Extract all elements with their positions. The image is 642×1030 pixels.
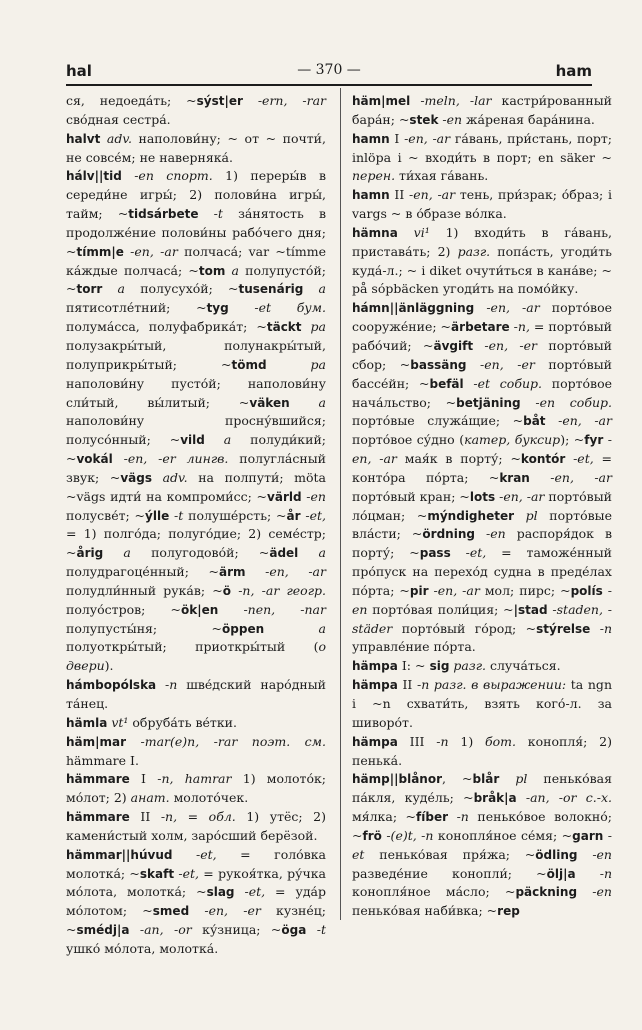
grammar-note: анат. (126, 790, 170, 806)
headword: ärm (219, 565, 246, 580)
grammar-note: -et, (234, 884, 266, 900)
headword: vild (180, 433, 205, 448)
dictionary-entry (352, 299, 612, 657)
headword: hámbopólska (66, 678, 157, 693)
headword: kontór (520, 452, 566, 467)
definition-text: наполови́ну; ~ от ~ почти́, не совсе́м; не наверняка́. (66, 130, 326, 165)
headword: årig (76, 546, 104, 561)
grammar-note: -n разг. в выражении: (412, 677, 567, 693)
definition-text: пенько́вая пря́жа; ~ (364, 846, 536, 862)
column-divider (340, 88, 341, 920)
grammar-note: -mar(e)n, -rar поэт. см. (126, 733, 326, 749)
grammar-note: -staden, -städer (352, 601, 612, 636)
headword: pir (409, 583, 429, 598)
headword: värld (267, 489, 302, 504)
definition-text: порто́вое су́дно ( (352, 432, 465, 448)
headword: mýndigheter (427, 508, 514, 523)
headword: ök|en (181, 602, 219, 617)
definition-text: порто́вые служа́щие; ~ (352, 413, 524, 429)
headword: hämmare (66, 810, 130, 825)
grammar-note: -en, -ar (428, 582, 480, 598)
definition-text: порто́вое сооруже́ние; ~ (352, 300, 612, 335)
grammar-note: -en, -ar (123, 243, 178, 259)
grammar-note: -en (352, 582, 613, 617)
grammar-note: -n (424, 733, 449, 749)
definition-text: конопля́ное се́мя; ~ (433, 827, 573, 843)
definition-text: полузакры́тый, полунакры́тый, полуприкры́тый; ~ (66, 337, 326, 372)
headword: stýrelse (536, 621, 591, 636)
page-header (66, 62, 592, 82)
headword: ävgift (433, 338, 474, 353)
grammar-note: разг. (449, 658, 486, 674)
headword: ýlle (145, 508, 170, 523)
grammar-note: -n (575, 865, 612, 881)
headword: hálv||tid (66, 169, 122, 184)
grammar-note: pa (301, 319, 326, 335)
definition-text: 1) утёс; 2) камени́стый холм, заро́сший берёзой. (66, 809, 326, 843)
headword: lots (469, 489, 496, 504)
grammar-note: -n, (509, 319, 530, 335)
grammar-note: -et, (300, 507, 326, 523)
headword: år (286, 508, 301, 523)
dictionary-entry (66, 846, 326, 959)
headword: ördning (422, 527, 475, 542)
definition-text: полуо́стров; ~ (66, 601, 181, 617)
grammar-note: -et (352, 827, 612, 862)
definition-text: полудрагоце́нный; ~ (66, 564, 220, 580)
definition-text: за́нятость в продолже́ние полови́ны рабо́чего дня; ~ (66, 206, 326, 259)
definition-text: полупусто́й; ~ (66, 262, 326, 297)
headword: stek (409, 112, 439, 127)
definition-text: ). (104, 658, 114, 674)
definition-text: на полпути́; möta ~vägs идти́ на компроми́сс; ~ (66, 469, 327, 504)
headword: smed (152, 904, 190, 919)
grammar-note: -et, (172, 846, 217, 862)
definition-text: I: ~ (397, 658, 426, 674)
dictionary-entry (66, 167, 326, 676)
definition-text: ти́хая га́вань. (395, 168, 489, 184)
headword: öppen (222, 621, 265, 636)
headword: vokál (76, 452, 113, 467)
grammar-note: a (102, 281, 125, 297)
definition-text: II (129, 809, 151, 825)
grammar-note: -en, -ar (352, 432, 613, 467)
grammar-note: -en (577, 846, 612, 862)
headword: slag (206, 885, 235, 900)
definition-text: hämmare I. (66, 752, 139, 768)
definition-text: 1) молото́к; мо́лот; 2) (66, 771, 326, 806)
definition-text: I (129, 771, 146, 787)
definition-text: полчаса́; var ~tímme ка́ждые полчаса́; ~ (66, 243, 326, 278)
definition-text: наполови́ну пусто́й; наполови́ну сли́тый, вы́литый; ~ (66, 375, 326, 410)
grammar-note: a (225, 262, 239, 278)
grammar-note: -et, (174, 865, 199, 881)
dictionary-entry (66, 733, 326, 771)
grammar-note: -en, -ar (245, 564, 326, 580)
definition-text: ся, недоеда́ть; ~ (66, 93, 197, 108)
headword: skaft (139, 866, 175, 881)
headword: tom (198, 263, 226, 278)
definition-text: полупусты́ня; ~ (66, 620, 223, 636)
grammar-note: -n, hamrar (146, 771, 232, 787)
definition-text: ку́зница; ~ (191, 922, 282, 938)
definition-text: кузне́ц; ~ (66, 903, 326, 938)
definition-text: полусухо́й; ~ (124, 281, 239, 297)
dictionary-entry (352, 770, 612, 921)
headword: hämpa (352, 678, 398, 693)
headword: ärbetare (451, 320, 510, 335)
definition-text: молото́чек. (169, 790, 249, 806)
grammar-note: a (204, 432, 232, 448)
grammar-note: -t (169, 507, 184, 523)
grammar-note: -et собир. (463, 375, 542, 391)
definition-text: порто́вые вла́сти; ~ (352, 507, 612, 542)
definition-text: наполови́ну просну́вшийся; полусо́нный; ~ (66, 413, 326, 448)
grammar-note: a (303, 281, 326, 297)
grammar-note: -en, -er лингв. (112, 451, 229, 467)
grammar-note: -en, -ar (529, 469, 612, 485)
definition-text: га́вань, при́стань, порт; inlöpa i ~ входи́ть в порт; en säker ~ (352, 130, 613, 165)
headword: ädel (269, 546, 299, 561)
dictionary-entry (66, 770, 326, 808)
left-column (66, 92, 326, 959)
grammar-note: a (103, 545, 131, 561)
headword: fíber (416, 810, 449, 825)
headword: torr (76, 282, 103, 297)
definition-text: кастри́рованный бара́н; ~ (352, 93, 612, 127)
definition-text: полума́сса, полуфабрика́т; ~ (66, 319, 267, 335)
grammar-note: -en (438, 111, 463, 127)
definition-text: ta ngn i ~n схвати́ть, взять кого́-л. за шиворо́т. (352, 677, 612, 730)
headword: befäl (429, 376, 464, 391)
definition-text: порто́вая поли́ция; ~ (367, 601, 514, 617)
headword: frö (362, 828, 382, 843)
grammar-note: pl (514, 507, 538, 523)
grammar-note: -en (577, 884, 612, 900)
definition-text: тень, при́зрак; о́браз; i vargs ~ в о́бразе во́лка. (352, 187, 612, 222)
grammar-note: -en, -er (466, 356, 535, 372)
definition-text: ); ~ (560, 432, 585, 448)
definition-text: = таможе́нный про́пуск на перехо́д судна в преде́лах по́рта; ~ (352, 545, 612, 598)
definition-text: пенько́вое волокно́; ~ (352, 809, 612, 843)
headword: garn (572, 828, 604, 843)
headword: kran (499, 470, 530, 485)
definition-text: II (397, 677, 413, 693)
definition-text: пятисотле́тний; ~ (66, 300, 207, 316)
definition-text: случа́ться. (486, 658, 561, 674)
grammar-note: -n (448, 809, 469, 825)
definition-text: сво́дная сестра́. (66, 111, 171, 127)
headword: tömd (231, 357, 267, 372)
definition-text: 1) входи́ть в га́вань, пристава́ть; 2) (352, 224, 612, 259)
dictionary-entry (352, 92, 612, 130)
dictionary-entry (352, 733, 612, 771)
grammar-note: -en (301, 488, 326, 504)
definition-text: полусве́т; ~ (66, 507, 146, 523)
definition-text: = 1) полго́да; полуго́дие; 2) семе́стр; ~ (66, 526, 326, 561)
definition-text: = голо́вка молотка́; ~ (66, 846, 327, 881)
headword: sýst|er (196, 94, 243, 108)
definition-text: I (389, 130, 400, 146)
grammar-note: -meln, -lar (410, 93, 492, 108)
grammar-note: -en (474, 526, 506, 542)
headword: tyg (206, 301, 229, 316)
page-number: — 370 — (297, 62, 361, 78)
definition-text: конопля́; 2) пенька́. (352, 733, 613, 768)
headword: häm|mar (66, 734, 127, 749)
dictionary-entry (352, 676, 612, 733)
definition-text: II (389, 187, 405, 203)
definition-text: порто́вый го́род; ~ (392, 620, 537, 636)
dictionary-entry (352, 130, 612, 187)
grammar-note: -n (156, 677, 178, 693)
dictionary-entry (352, 657, 612, 676)
definition-text: полугодово́й; ~ (130, 545, 270, 561)
grammar-note: -en, -ar (545, 413, 612, 429)
headword: hamn (352, 188, 390, 203)
headword: blår (472, 772, 500, 787)
definition-text: полуоткры́тый; приоткры́тый ( (66, 639, 319, 655)
grammar-note: о двери (66, 639, 326, 674)
grammar-note: -n (590, 620, 612, 636)
grammar-note: -t (306, 922, 326, 938)
headword: hämpa (352, 734, 398, 749)
headword: |stad (513, 602, 548, 617)
grammar-note: pa (266, 356, 326, 372)
headword: ödling (535, 847, 578, 862)
dictionary-entry (352, 224, 612, 299)
headword: hamn (352, 131, 390, 146)
headword: öga (281, 923, 307, 938)
headword: hámn||änläggning (352, 301, 475, 316)
definition-text: III (397, 733, 425, 749)
definition-text: = порто́вый рабо́чий; ~ (352, 319, 612, 353)
definition-text: мол; пирс; ~ (479, 582, 571, 598)
definition-text: порто́вый сбор; ~ (352, 337, 613, 372)
headword: halvt (66, 131, 101, 146)
headword: ölj|a (546, 866, 576, 881)
definition-text: попа́сть, угоди́ть куда́-л.; ~ i diket очути́ться в кана́ве; ~ på sópbäcken угоди́ть на помо́йку. (352, 243, 612, 297)
grammar-note: a (298, 545, 326, 561)
headword: tímm|e (76, 244, 124, 259)
header-rule (66, 84, 592, 86)
right-guide-word: ham (555, 62, 592, 80)
grammar-note: -en, -ar (495, 488, 545, 504)
grammar-note: -an, -or с.-х. (516, 790, 612, 806)
definition-text: конопля́ное ма́сло; ~ (352, 884, 516, 900)
headword: smédj|a (76, 923, 130, 938)
definition-text: порто́вый бассе́йн; ~ (352, 356, 613, 391)
grammar-note: перен. (352, 168, 396, 184)
grammar-note: -ern, -rar (242, 93, 326, 108)
definition-text: полуди́кий; ~ (66, 432, 326, 467)
definition-text: обруба́ть ве́тки. (128, 714, 237, 730)
grammar-note: разг. (450, 243, 491, 259)
headword: bråk|a (473, 791, 517, 806)
definition-text: жа́реная бара́нина. (462, 111, 595, 127)
definition-text: порто́вый кран; ~ (352, 488, 470, 504)
grammar-note: -en, -ar (404, 187, 456, 203)
headword: täckt (266, 320, 302, 335)
headword: hämmare (66, 772, 130, 787)
headword: tidsárbete (128, 207, 199, 222)
headword: hämmar||húvud (66, 847, 173, 862)
grammar-note: a (289, 394, 326, 410)
grammar-note: -t (198, 206, 223, 222)
definition-text: полудли́нный рука́в; ~ (66, 582, 223, 598)
grammar-note: -en, -er (473, 337, 538, 353)
headword: hämna (352, 225, 398, 240)
grammar-note: катер, буксир (464, 432, 561, 448)
headword: ö (222, 583, 232, 598)
headword: fyr (584, 433, 604, 448)
dictionary-entry (66, 676, 326, 714)
headword: rep (497, 904, 520, 919)
dictionary-entry (66, 130, 326, 168)
headword: häm|mel (352, 94, 411, 108)
grammar-note: -et бум. (228, 300, 327, 316)
definition-text: распоря́док в порту́; ~ (352, 526, 613, 561)
headword: betjäning (456, 395, 521, 410)
definition-text: порто́вый ло́цман; ~ (352, 488, 612, 523)
grammar-note: бот. (473, 733, 516, 749)
grammar-note: -en, -ar (399, 130, 451, 146)
definition-text: управле́ние по́рта. (352, 639, 476, 655)
grammar-note: -et, (565, 451, 594, 467)
grammar-note: -nen, -nar (218, 601, 326, 617)
grammar-note: -en собир. (520, 394, 612, 410)
grammar-note: -n, = обл. (150, 809, 236, 825)
definition-text: полуше́рсть; ~ (183, 507, 287, 523)
headword: tusenárig (238, 282, 304, 297)
definition-text: полугла́сный звук; ~ (66, 451, 326, 485)
left-guide-word: hal (66, 62, 92, 80)
definition-text: разведе́ние конопли́; ~ (352, 865, 547, 881)
definition-text: порто́вое нача́льство; ~ (352, 375, 612, 410)
definition-text: пенько́вая наби́вка; ~ (352, 903, 498, 919)
grammar-note: -(e)t, -n (381, 827, 434, 843)
definition-text: = уда́р мо́лотом; ~ (66, 884, 326, 919)
headword: båt (523, 414, 546, 429)
headword: hämla (66, 715, 108, 730)
right-column (352, 92, 612, 921)
grammar-note: vt¹ (107, 714, 129, 730)
dictionary-entry (66, 714, 326, 733)
grammar-note: -n, -ar геогр. (231, 582, 327, 598)
grammar-note: pl (499, 771, 528, 787)
grammar-note: adv. (151, 469, 188, 485)
headword: pass (419, 546, 451, 561)
grammar-note: -an, -or (129, 922, 192, 938)
grammar-note: -et, (450, 545, 487, 561)
grammar-note: vi¹ (397, 224, 430, 240)
definition-text: = рукоя́тка, ру́чка мо́лота, молотка́; ~ (66, 865, 326, 900)
dictionary-entry (66, 808, 326, 846)
grammar-note: a (264, 620, 326, 636)
definition-text: , ~ (442, 771, 473, 787)
definition-text: 1) переры́в в середи́не игры́; 2) полови́на игры́, тайм; ~ (66, 168, 326, 222)
grammar-note: -en спорт. (121, 168, 213, 184)
grammar-note: -en, -er (189, 903, 261, 919)
definition-text: пенько́вая па́кля, куде́ль; ~ (352, 771, 612, 806)
dictionary-entry (66, 92, 326, 130)
headword: bassäng (410, 357, 467, 372)
headword: päckning (515, 885, 578, 900)
definition-text: 1) (448, 733, 474, 749)
grammar-note: adv. (100, 130, 132, 146)
definition-text: шве́дский наро́дный та́нец. (66, 677, 327, 711)
definition-text: мая́к в порту́; ~ (396, 451, 521, 467)
headword: hämp||blånor (352, 772, 443, 787)
headword: polís (570, 583, 603, 598)
headword: hämpa (352, 659, 398, 674)
definition-text: = конто́ра по́рта; ~ (352, 451, 613, 485)
definition-text: мя́лка; ~ (352, 809, 417, 825)
grammar-note: -en, -ar (474, 300, 540, 316)
definition-text: ушко́ мо́лота, молотка́. (66, 940, 219, 956)
dictionary-entry (352, 186, 612, 224)
headword: vägs (120, 470, 152, 485)
headword: väken (249, 395, 290, 410)
headword: sig (425, 659, 450, 674)
